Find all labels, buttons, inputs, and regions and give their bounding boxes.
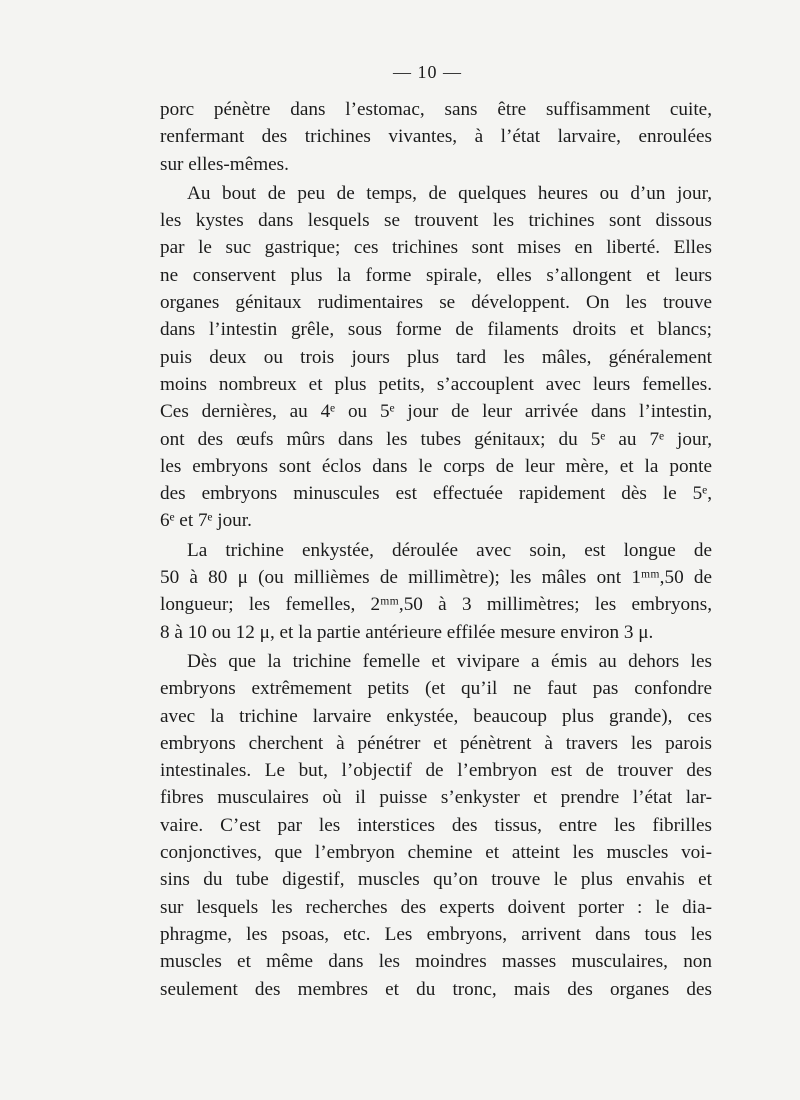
text-line: Ces dernières, au 4ᵉ ou 5ᵉ jour de leur arrivée dans l’intestin, — [160, 401, 712, 423]
text-line: 50 à 80 μ (ou millièmes de millimètre); les mâles ont 1ᵐᵐ,50 de — [160, 567, 712, 589]
text-line: embryons cherchent à pénétrer et pénètrent à travers les parois — [160, 732, 712, 754]
text-line: renfermant des trichines vivantes, à l’état larvaire, enroulées — [160, 126, 712, 148]
page-number: — 10 — — [393, 62, 462, 82]
text-line: puis deux ou trois jours plus tard les mâles, généralement — [160, 346, 712, 368]
text-line: longueur; les femelles, 2ᵐᵐ,50 à 3 millimètres; les embryons, — [160, 594, 712, 616]
text-line: des embryons minuscules est effectuée rapidement dès le 5ᵉ, — [160, 483, 712, 505]
text-line: sur elles-mêmes. — [160, 153, 289, 175]
text-line: 8 à 10 ou 12 μ, et la partie antérieure effilée mesure environ 3 μ. — [160, 621, 654, 643]
text-line: fibres musculaires où il puisse s’enkyster et prendre l’état lar- — [160, 787, 712, 809]
text-line: 6ᵉ et 7ᵉ jour. — [160, 510, 252, 532]
text-line: ne conservent plus la forme spirale, elles s’allongent et leurs — [160, 264, 712, 286]
text-line: La trichine enkystée, déroulée avec soin, est longue de — [187, 539, 712, 561]
text-line: porc pénètre dans l’estomac, sans être suffisamment cuite, — [160, 99, 712, 120]
text-line: seulement des membres et du tronc, mais des organes des — [160, 978, 712, 1000]
text-line: les kystes dans lesquels se trouvent les trichines sont dissous — [160, 210, 712, 232]
text-line: ont des œufs mûrs dans les tubes génitaux; du 5ᵉ au 7ᵉ jour, — [160, 428, 712, 450]
text-line: Dès que la trichine femelle et vivipare a émis au dehors les — [187, 650, 712, 672]
paragraph — [160, 537, 712, 646]
text-line: sur lesquels les recherches des experts doivent porter : le dia- — [160, 896, 712, 918]
text-line: sins du tube digestif, muscles qu’on trouve le plus envahis et — [160, 869, 712, 891]
text-line: conjonctives, que l’embryon chemine et atteint les muscles voi- — [160, 842, 712, 864]
text-line: muscles et même dans les moindres masses musculaires, non — [160, 951, 712, 973]
text-line: moins nombreux et plus petits, s’accouplent avec leurs femelles. — [160, 373, 712, 395]
paragraph — [160, 180, 712, 535]
text-line: les embryons sont éclos dans le corps de leur mère, et la ponte — [160, 455, 712, 477]
text-line: Au bout de peu de temps, de quelques heures ou d’un jour, — [187, 182, 712, 204]
text-line: intestinales. Le but, l’objectif de l’embryon est de trouver des — [160, 760, 712, 782]
text-line: organes génitaux rudimentaires se développent. On les trouve — [160, 292, 712, 314]
text-line: dans l’intestin grêle, sous forme de filaments droits et blancs; — [160, 319, 712, 341]
text-line: avec la trichine larvaire enkystée, beaucoup plus grande), ces — [160, 705, 712, 727]
text-line: vaire. C’est par les interstices des tissus, entre les fibrilles — [160, 814, 712, 836]
text-line: par le suc gastrique; ces trichines sont mises en liberté. Elles — [160, 237, 712, 259]
body-text — [160, 96, 712, 1003]
paragraph — [160, 648, 712, 1003]
paragraph — [160, 96, 712, 178]
text-line: phragme, les psoas, etc. Les embryons, arrivent dans tous les — [160, 923, 712, 945]
text-line: embryons extrêmement petits (et qu’il ne faut pas confondre — [160, 678, 712, 700]
